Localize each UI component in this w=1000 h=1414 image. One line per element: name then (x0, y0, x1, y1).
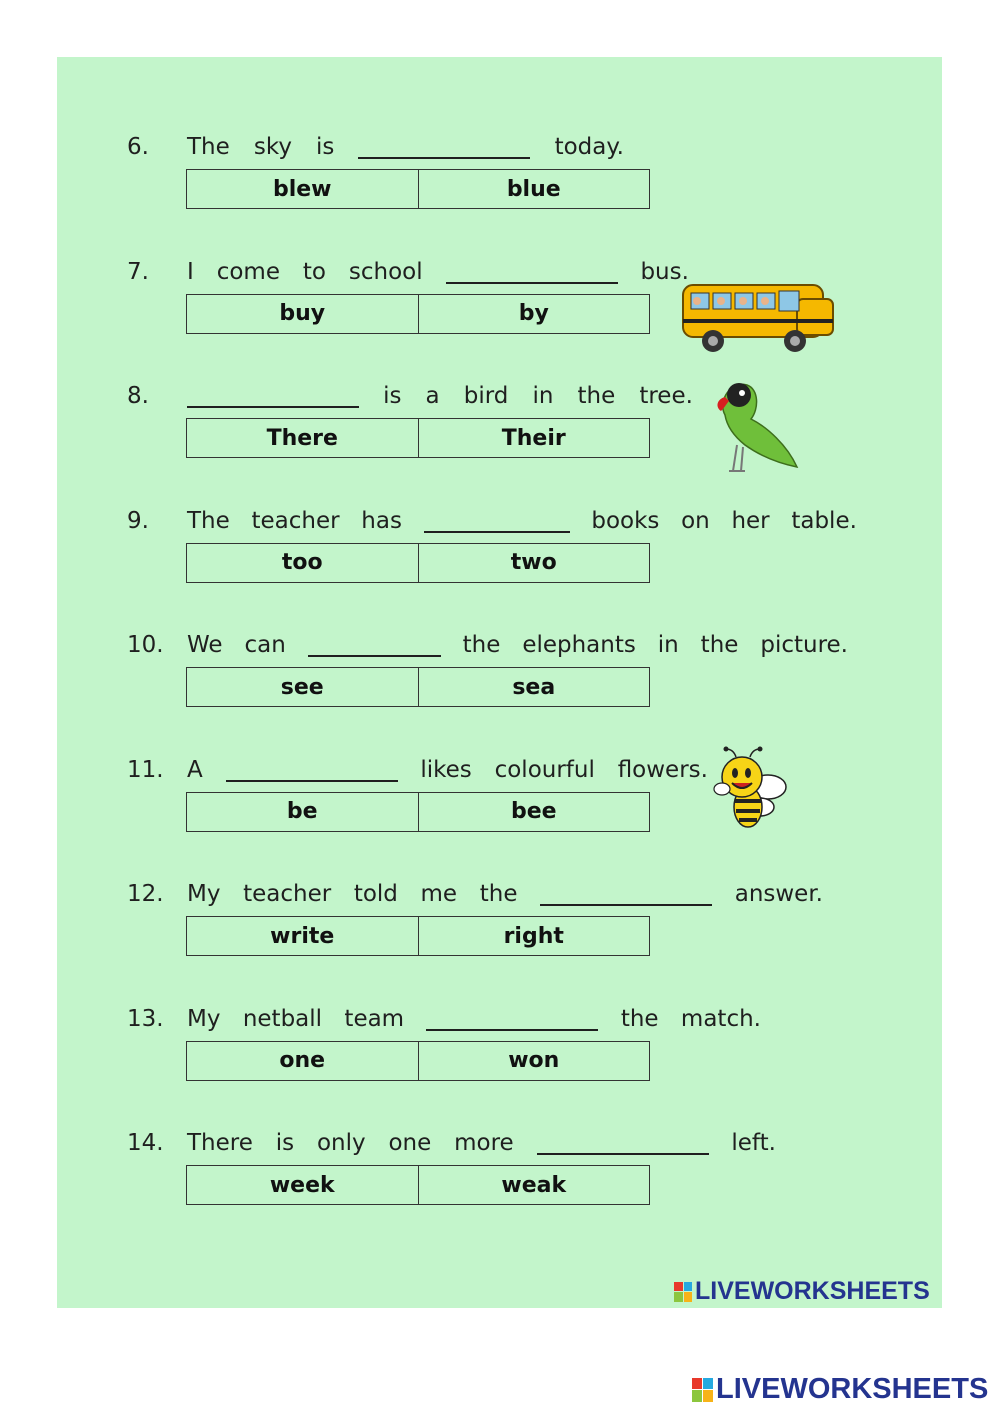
sentence-word: We (187, 632, 223, 658)
answer-option[interactable]: sea (418, 668, 650, 706)
liveworksheets-logo-icon (674, 1282, 692, 1302)
sentence-word: more (454, 1130, 514, 1156)
question-number: 10. (127, 632, 164, 658)
sentence-word: A (187, 756, 203, 783)
question-number: 7. (127, 258, 149, 285)
question-item (57, 1127, 942, 1227)
sentence-word: is (275, 1130, 295, 1156)
sentence-word: answer. (734, 881, 823, 907)
question-sentence (187, 1003, 761, 1035)
sentence-word: the (577, 383, 616, 409)
sentence-word: My (187, 881, 221, 907)
sentence-word: likes (420, 756, 472, 783)
brand-name: LIVEWORKSHEETS (716, 1373, 989, 1405)
sentence-word: bird (463, 383, 509, 409)
question-number: 12. (127, 881, 164, 907)
answer-options (186, 1041, 650, 1081)
school-bus-icon (677, 275, 837, 357)
answer-option[interactable]: right (418, 917, 650, 955)
sentence-word: come (216, 258, 280, 285)
sentence-word: the (700, 632, 739, 658)
answer-blank[interactable] (226, 756, 398, 782)
question-item (57, 754, 942, 854)
answer-options (186, 418, 650, 458)
question-number: 11. (127, 756, 164, 783)
sentence-word: I (187, 258, 194, 285)
sentence-word: match. (680, 1005, 761, 1032)
sentence-word: in (532, 383, 554, 409)
sentence-word: netball (242, 1005, 323, 1032)
answer-options (186, 294, 650, 334)
sentence-word: The (187, 507, 230, 534)
answer-option[interactable]: There (266, 425, 338, 451)
answer-option[interactable]: write (270, 923, 335, 949)
sentence-word: to (302, 258, 326, 285)
parrot-icon (707, 375, 802, 480)
sentence-word: elephants (522, 632, 636, 658)
sentence-word: a (425, 383, 440, 409)
sentence-word: flowers. (617, 756, 708, 783)
answer-blank[interactable] (446, 258, 618, 284)
sentence-word: bus. (640, 258, 689, 285)
sentence-word: left. (731, 1130, 776, 1156)
sentence-word: on (681, 507, 710, 534)
liveworksheets-logo-icon (692, 1378, 713, 1402)
question-item (57, 1003, 942, 1103)
answer-option[interactable]: too (281, 550, 323, 575)
sentence-word: in (657, 632, 679, 658)
question-item (57, 505, 942, 605)
question-sentence (187, 380, 693, 412)
sentence-word: today. (554, 134, 624, 160)
answer-option[interactable]: one (279, 1048, 326, 1073)
worksheet-panel (57, 57, 942, 1308)
sentence-word: My (187, 1005, 221, 1032)
sentence-word: table. (791, 507, 857, 534)
sentence-word: has (361, 507, 402, 534)
answer-option[interactable]: Their (418, 419, 650, 457)
sentence-word: me (420, 881, 458, 907)
question-sentence (187, 1127, 776, 1159)
bee-icon (702, 745, 792, 835)
answer-option[interactable]: blew (272, 176, 332, 202)
answer-options (186, 916, 650, 956)
question-item (57, 629, 942, 729)
sentence-word: books (591, 507, 660, 534)
question-sentence (187, 754, 708, 786)
sentence-word: told (353, 881, 398, 907)
sentence-word: the (462, 632, 501, 658)
answer-blank[interactable] (424, 507, 570, 533)
sentence-word: tree. (639, 383, 693, 409)
question-sentence (187, 256, 689, 288)
question-item (57, 878, 942, 978)
answer-option[interactable]: see (280, 674, 324, 700)
answer-options (186, 792, 650, 832)
answer-option[interactable]: by (418, 295, 650, 333)
question-number: 14. (127, 1130, 164, 1156)
answer-options (186, 1165, 650, 1205)
answer-option[interactable]: weak (418, 1166, 650, 1204)
answer-blank[interactable] (187, 382, 359, 408)
sentence-word: teacher (243, 881, 332, 907)
sentence-word: sky (253, 134, 292, 160)
answer-blank[interactable] (537, 1129, 709, 1155)
answer-blank[interactable] (308, 631, 441, 657)
answer-blank[interactable] (540, 880, 712, 906)
brand-logo-inner (674, 1277, 930, 1306)
sentence-word: the (620, 1005, 659, 1032)
answer-blank[interactable] (426, 1005, 598, 1031)
question-number: 9. (127, 507, 149, 534)
sentence-word: colourful (494, 756, 595, 783)
sentence-word: team (344, 1005, 405, 1032)
answer-option[interactable]: won (418, 1042, 650, 1080)
sentence-word: the (479, 881, 518, 907)
question-item (57, 131, 942, 231)
question-number: 8. (127, 383, 149, 409)
sentence-word: school (348, 258, 423, 285)
question-number: 13. (127, 1005, 164, 1032)
answer-option[interactable]: buy (279, 301, 326, 326)
answer-blank[interactable] (358, 133, 530, 159)
answer-options (186, 667, 650, 707)
question-sentence (187, 505, 857, 537)
sentence-word: one (388, 1130, 432, 1156)
question-sentence (187, 629, 848, 661)
sentence-word: only (316, 1130, 366, 1156)
sentence-word: can (244, 632, 286, 658)
answer-options (186, 169, 650, 209)
sentence-word: is (316, 134, 335, 160)
answer-option[interactable]: blue (418, 170, 650, 208)
brand-logo-footer (692, 1373, 988, 1406)
sentence-word: teacher (251, 507, 340, 534)
answer-option[interactable]: bee (418, 793, 650, 831)
answer-options (186, 543, 650, 583)
sentence-word: There (187, 1130, 253, 1156)
answer-option[interactable]: be (286, 799, 318, 824)
sentence-word: picture. (760, 632, 848, 658)
answer-option[interactable]: two (418, 544, 650, 582)
question-sentence (187, 131, 624, 163)
answer-option[interactable]: week (269, 1172, 335, 1198)
question-sentence (187, 878, 823, 910)
brand-name: LIVEWORKSHEETS (695, 1277, 930, 1305)
sentence-word: The (187, 134, 230, 160)
question-item (57, 380, 942, 480)
sentence-word: her (731, 507, 770, 534)
sentence-word: is (383, 383, 402, 409)
question-number: 6. (127, 134, 149, 160)
